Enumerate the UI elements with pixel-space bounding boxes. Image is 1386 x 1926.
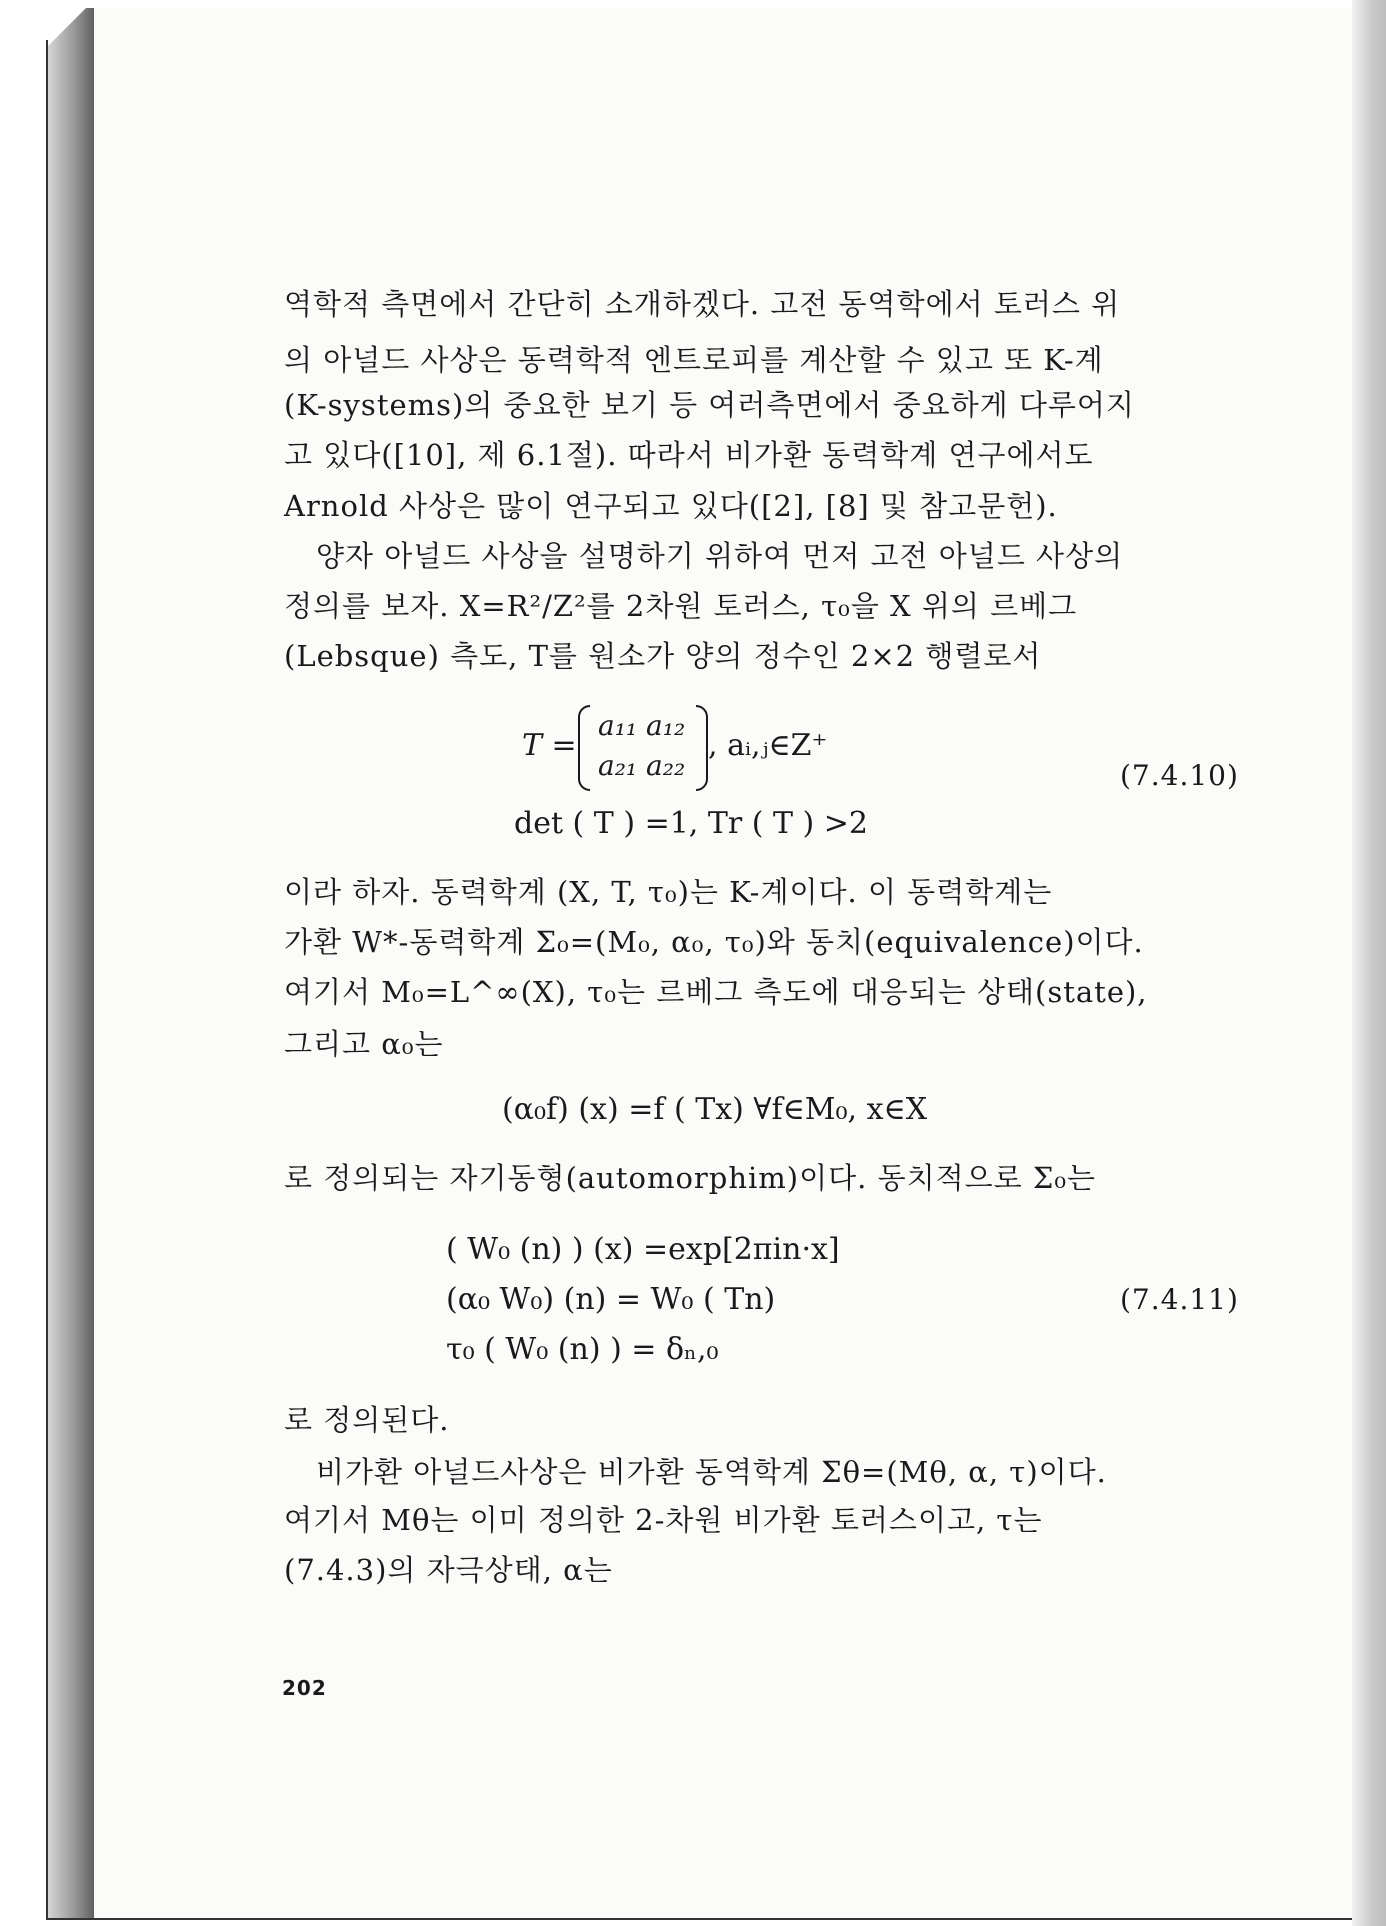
paragraph1-line1: 역학적 측면에서 간단히 소개하겠다. 고전 동역학에서 토러스 위 bbox=[284, 287, 1121, 321]
eq-7-4-10-matrix bbox=[578, 705, 708, 787]
book-bottom-border bbox=[46, 1918, 1376, 1920]
paragraph6-line1: 비가환 아널드사상은 비가환 동역학계 Σθ=(Mθ, α, τ)이다. bbox=[316, 1455, 1107, 1489]
paragraph4: 로 정의되는 자기동형(automorphim)이다. 동치적으로 Σ₀는 bbox=[284, 1161, 1097, 1195]
eq-7-4-11-line3: τ₀ ( W₀ (n) ) = δₙ,₀ bbox=[446, 1332, 719, 1367]
paragraph1-line4: 고 있다([10], 제 6.1절). 따라서 비가환 동력학계 연구에서도 bbox=[284, 438, 1094, 472]
matrix-right-paren bbox=[696, 705, 708, 791]
matrix-row-1: a₁₁ a₁₂ bbox=[598, 709, 686, 742]
paragraph2-line1: 양자 아널드 사상을 설명하기 위하여 먼저 고전 아널드 사상의 bbox=[316, 539, 1124, 573]
paragraph1-line2: 의 아널드 사상은 동력학적 엔트로피를 계산할 수 있고 또 K-계 bbox=[284, 343, 1104, 377]
paragraph3-line3: 여기서 M₀=L^∞(X), τ₀는 르베그 측도에 대응되는 상태(state), bbox=[284, 975, 1148, 1009]
paragraph2-line3: (Lebsque) 측도, T를 원소가 양의 정수인 2×2 행렬로서 bbox=[284, 639, 1042, 673]
book-left-edge bbox=[46, 8, 95, 1920]
paragraph3-line2: 가환 W*-동력학계 Σ₀=(M₀, α₀, τ₀)와 동치(equivalence)이다. bbox=[284, 925, 1144, 959]
paragraph6-line2: 여기서 Mθ는 이미 정의한 2-차원 비가환 토러스이고, τ는 bbox=[284, 1503, 1043, 1537]
paragraph3-line1: 이라 하자. 동력학계 (X, T, τ₀)는 K-계이다. 이 동력학계는 bbox=[284, 875, 1053, 909]
eq-7-4-10-line2: det ( T ) =1, Tr ( T ) >2 bbox=[514, 806, 869, 841]
paragraph6-line3: (7.4.3)의 자극상태, α는 bbox=[284, 1553, 613, 1587]
page-number: 202 bbox=[282, 1676, 327, 1700]
page-right-shadow bbox=[1352, 0, 1386, 1926]
paragraph2-line2: 정의를 보자. X=R²/Z²를 2차원 토러스, τ₀을 X 위의 르베그 bbox=[284, 589, 1078, 623]
paragraph3-line4: 그리고 α₀는 bbox=[284, 1027, 444, 1061]
matrix-left-paren bbox=[578, 705, 590, 791]
eq-7-4-10-lhs: T = bbox=[522, 728, 577, 763]
matrix-row-2: a₂₁ a₂₂ bbox=[598, 749, 686, 782]
eq-7-4-10-condition: , aᵢ,ⱼ∈Z⁺ bbox=[708, 728, 828, 763]
eq-7-4-11-number: (7.4.11) bbox=[1120, 1283, 1239, 1316]
paragraph1-line3: (K-systems)의 중요한 보기 등 여러측면에서 중요하게 다루어지 bbox=[284, 388, 1135, 422]
eq-7-4-11-line2: (α₀ W₀) (n) = W₀ ( Tn) bbox=[446, 1282, 776, 1317]
paragraph5: 로 정의된다. bbox=[284, 1403, 450, 1437]
paragraph1-line5: Arnold 사상은 많이 연구되고 있다([2], [8] 및 참고문헌). bbox=[284, 489, 1058, 523]
eq-automorphism: (α₀f) (x) =f ( Tx) ∀f∈M₀, x∈X bbox=[502, 1092, 928, 1127]
eq-7-4-11-line1: ( W₀ (n) ) (x) =exp[2πin·x] bbox=[446, 1232, 840, 1267]
eq-7-4-10-number: (7.4.10) bbox=[1120, 759, 1239, 792]
book-left-border bbox=[46, 40, 48, 1920]
